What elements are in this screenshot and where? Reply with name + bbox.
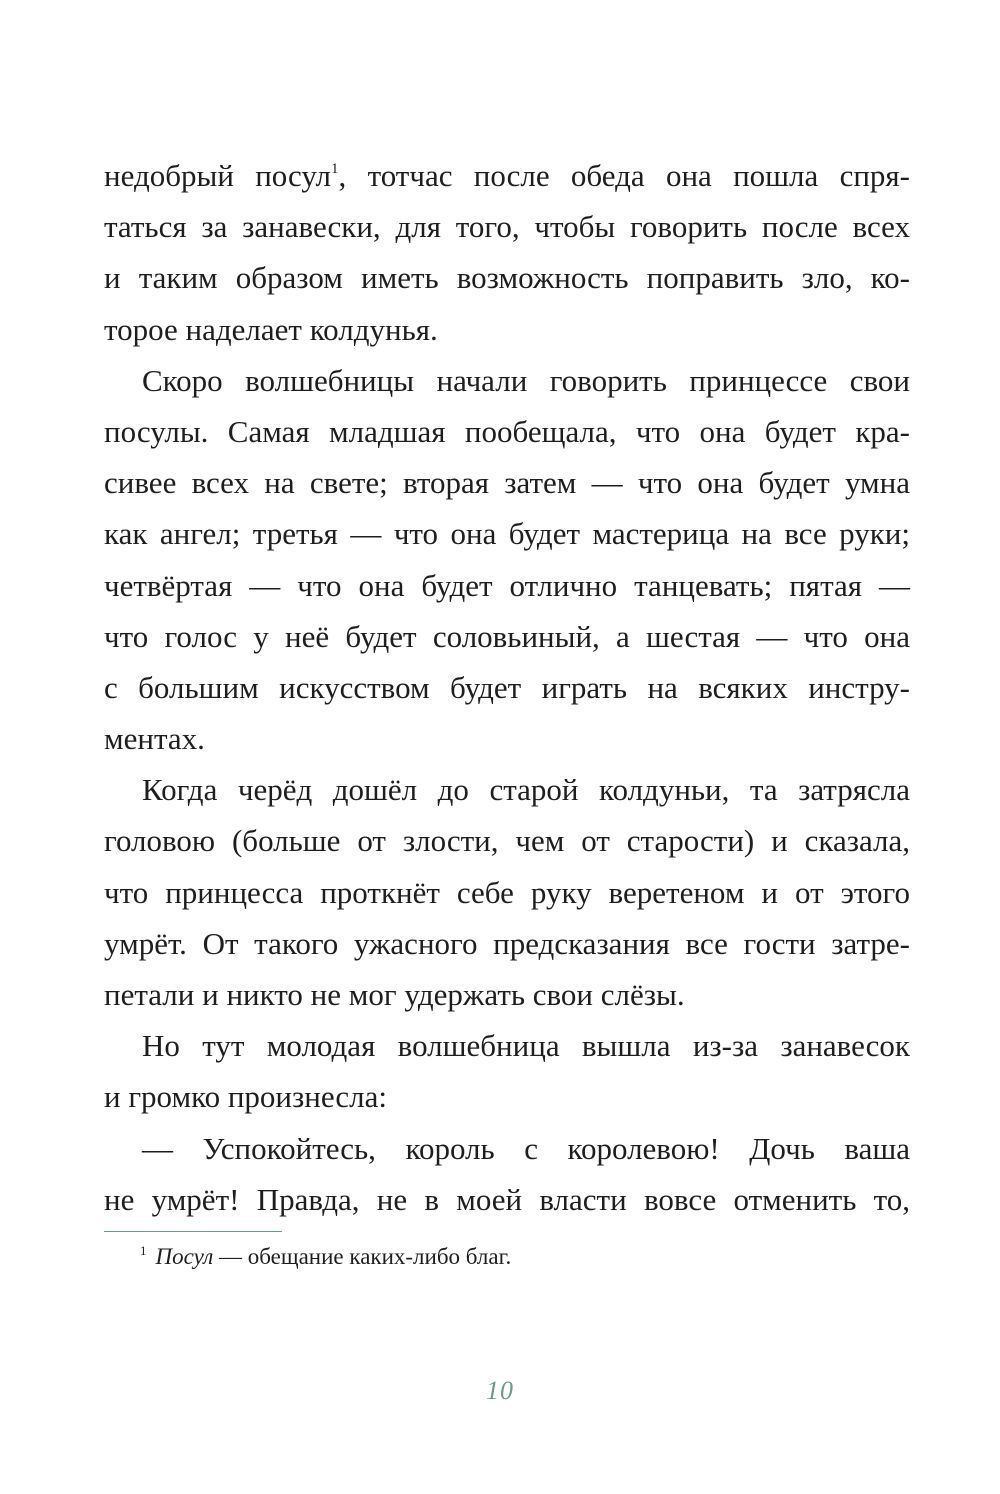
text-line: четвёртая — что она будет отлично танцевать; пятая — [104, 567, 910, 603]
paragraph-first-line: Но тут молодая волшебница вышла из-за занавесок [142, 1028, 910, 1064]
footnote [140, 1240, 511, 1277]
footnote-term: Посул [155, 1244, 214, 1269]
text-line: торое наделает колдунья. [104, 311, 438, 347]
paragraph-first-line: Когда черёд дошёл до старой колдуньи, та затрясла [142, 772, 910, 808]
body-text [104, 150, 910, 1225]
paragraph-first-line: — Успокойтесь, король с королевою! Дочь ваша [142, 1130, 910, 1166]
footnote-definition: — обещание каких-либо благ. [213, 1244, 512, 1269]
text-line: таться за занавески, для того, чтобы говорить после всех [104, 209, 910, 245]
text-line: посулы. Самая младшая пообещала, что она будет кра- [104, 413, 910, 449]
text-line: как ангел; третья — что она будет мастерица на все руки; [104, 516, 910, 552]
text-line: с большим искусством будет играть на всяких инстру- [104, 669, 910, 705]
text-fragment: , тотчас после обеда она пошла спря- [338, 158, 911, 193]
text-line: сивее всех на свете; вторая затем — что она будет умна [104, 465, 910, 501]
text-line: и громко произнесла: [104, 1079, 387, 1115]
text-line: не умрёт! Правда, не в моей власти вовсе отменить то, [104, 1181, 910, 1217]
text-line: ментах. [104, 721, 205, 757]
text-line: что принцесса проткнёт себе руку веретеном и от этого [104, 874, 910, 910]
text-fragment: недобрый посул [104, 158, 332, 193]
text-line: умрёт. От такого ужасного предсказания все гости затре- [104, 925, 910, 961]
footnote-mark: 1 [140, 1243, 147, 1258]
footnote-reference[interactable]: 1 [331, 160, 339, 177]
text-line [104, 150, 910, 201]
text-line: головою (больше от злости, чем от старости) и сказала, [104, 823, 910, 859]
text-line: что голос у неё будет соловьиный, а шестая — что она [104, 618, 910, 654]
paragraph-first-line: Скоро волшебницы начали говорить принцессе свои [142, 362, 910, 398]
page-number: 10 [486, 1376, 514, 1405]
footnote-divider [104, 1231, 282, 1232]
text-line: петали и никто не мог удержать свои слёзы. [104, 977, 685, 1012]
text-line: и таким образом иметь возможность поправить зло, ко- [104, 260, 910, 296]
